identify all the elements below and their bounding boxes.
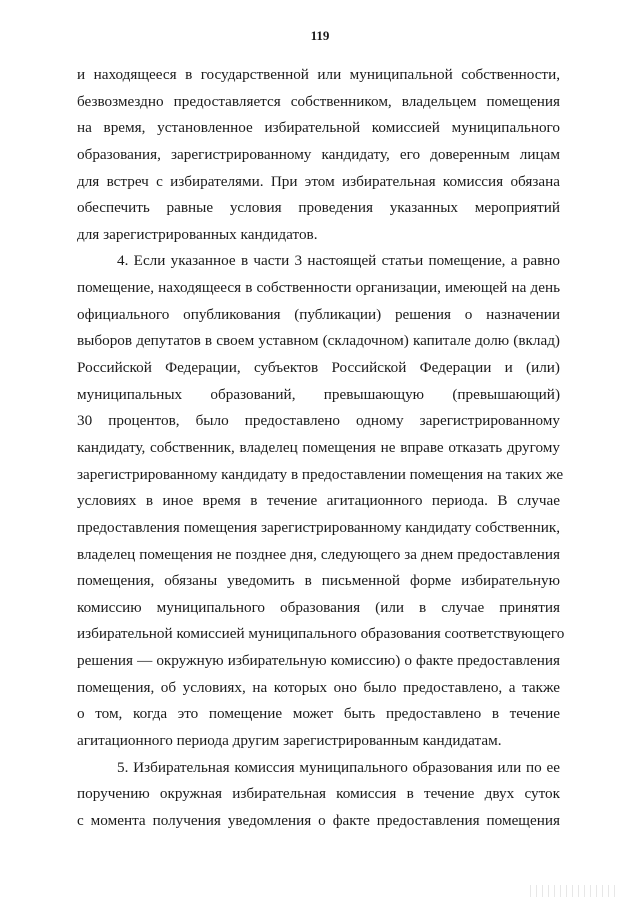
text-line: официального опубликования (публикации) решения о назначении [77,305,560,323]
text-line: 30 процентов, было предоставлено одному зарегистрированному [77,412,560,430]
text-line: владелец помещения не позднее дня, следующего за днем предоставления [77,545,560,563]
text-line: предоставления помещения зарегистрированному кандидату собственник, [77,518,560,536]
text-line: с момента получения уведомления о факте предоставления помещения [77,811,560,829]
text-line: 5. Избирательная комиссия муниципального образования или по ее [117,758,560,776]
text-line: зарегистрированному кандидату в предоставлении помещения на таких же [77,465,564,483]
text-line: и находящееся в государственной или муниципальной собственности, [77,66,560,83]
text-line: агитационного периода другим зарегистрированным кандидатам. [77,732,502,750]
text-line: 4. Если указанное в части 3 настоящей статьи помещение, а равно [117,252,560,270]
text-line: муниципальных образований, превышающую (превышающий) [77,385,560,403]
document-body [77,62,565,835]
text-line: обеспечить равные условия проведения указанных мероприятий [77,199,560,217]
text-line: помещения, об условиях, на которых оно было предоставлено, а также [77,678,560,696]
text-line: поручению окружная избирательная комиссия в течение двух суток [77,785,560,803]
text-line: избирательной комиссией муниципального образования соответствующего [77,625,565,643]
text-line: безвозмездно предоставляется собственником, владельцем помещения [77,92,560,110]
text-line: решения — окружную избирательную комиссию) о факте предоставления [77,652,560,670]
text-line: помещения, обязаны уведомить в письменной форме избирательную [77,572,560,590]
text-line: для зарегистрированных кандидатов. [77,225,318,243]
text-line: образования, зарегистрированному кандидату, его доверенным лицам [77,145,560,163]
text-line: Российской Федерации, субъектов Российской Федерации и (или) [77,359,560,377]
text-line: комиссию муниципального образования (или в случае принятия [77,598,560,616]
scan-artifact [530,885,620,897]
text-line: на время, установленное избирательной комиссией муниципального [77,119,560,137]
text-line: для встреч с избирателями. При этом избирательная комиссия обязана [77,172,560,190]
page-number: 119 [310,28,330,43]
text-line: условиях в иное время в течение агитационного периода. В случае [77,492,560,510]
text-line: кандидату, собственник, владелец помещения не вправе отказать другому [77,438,560,456]
text-line: выборов депутатов в своем уставном (складочном) капитале долю (вклад) [77,332,560,350]
text-line: о том, когда это помещение может быть предоставлено в течение [77,705,560,723]
text-line: помещение, находящееся в собственности организации, имеющей на день [77,279,560,297]
